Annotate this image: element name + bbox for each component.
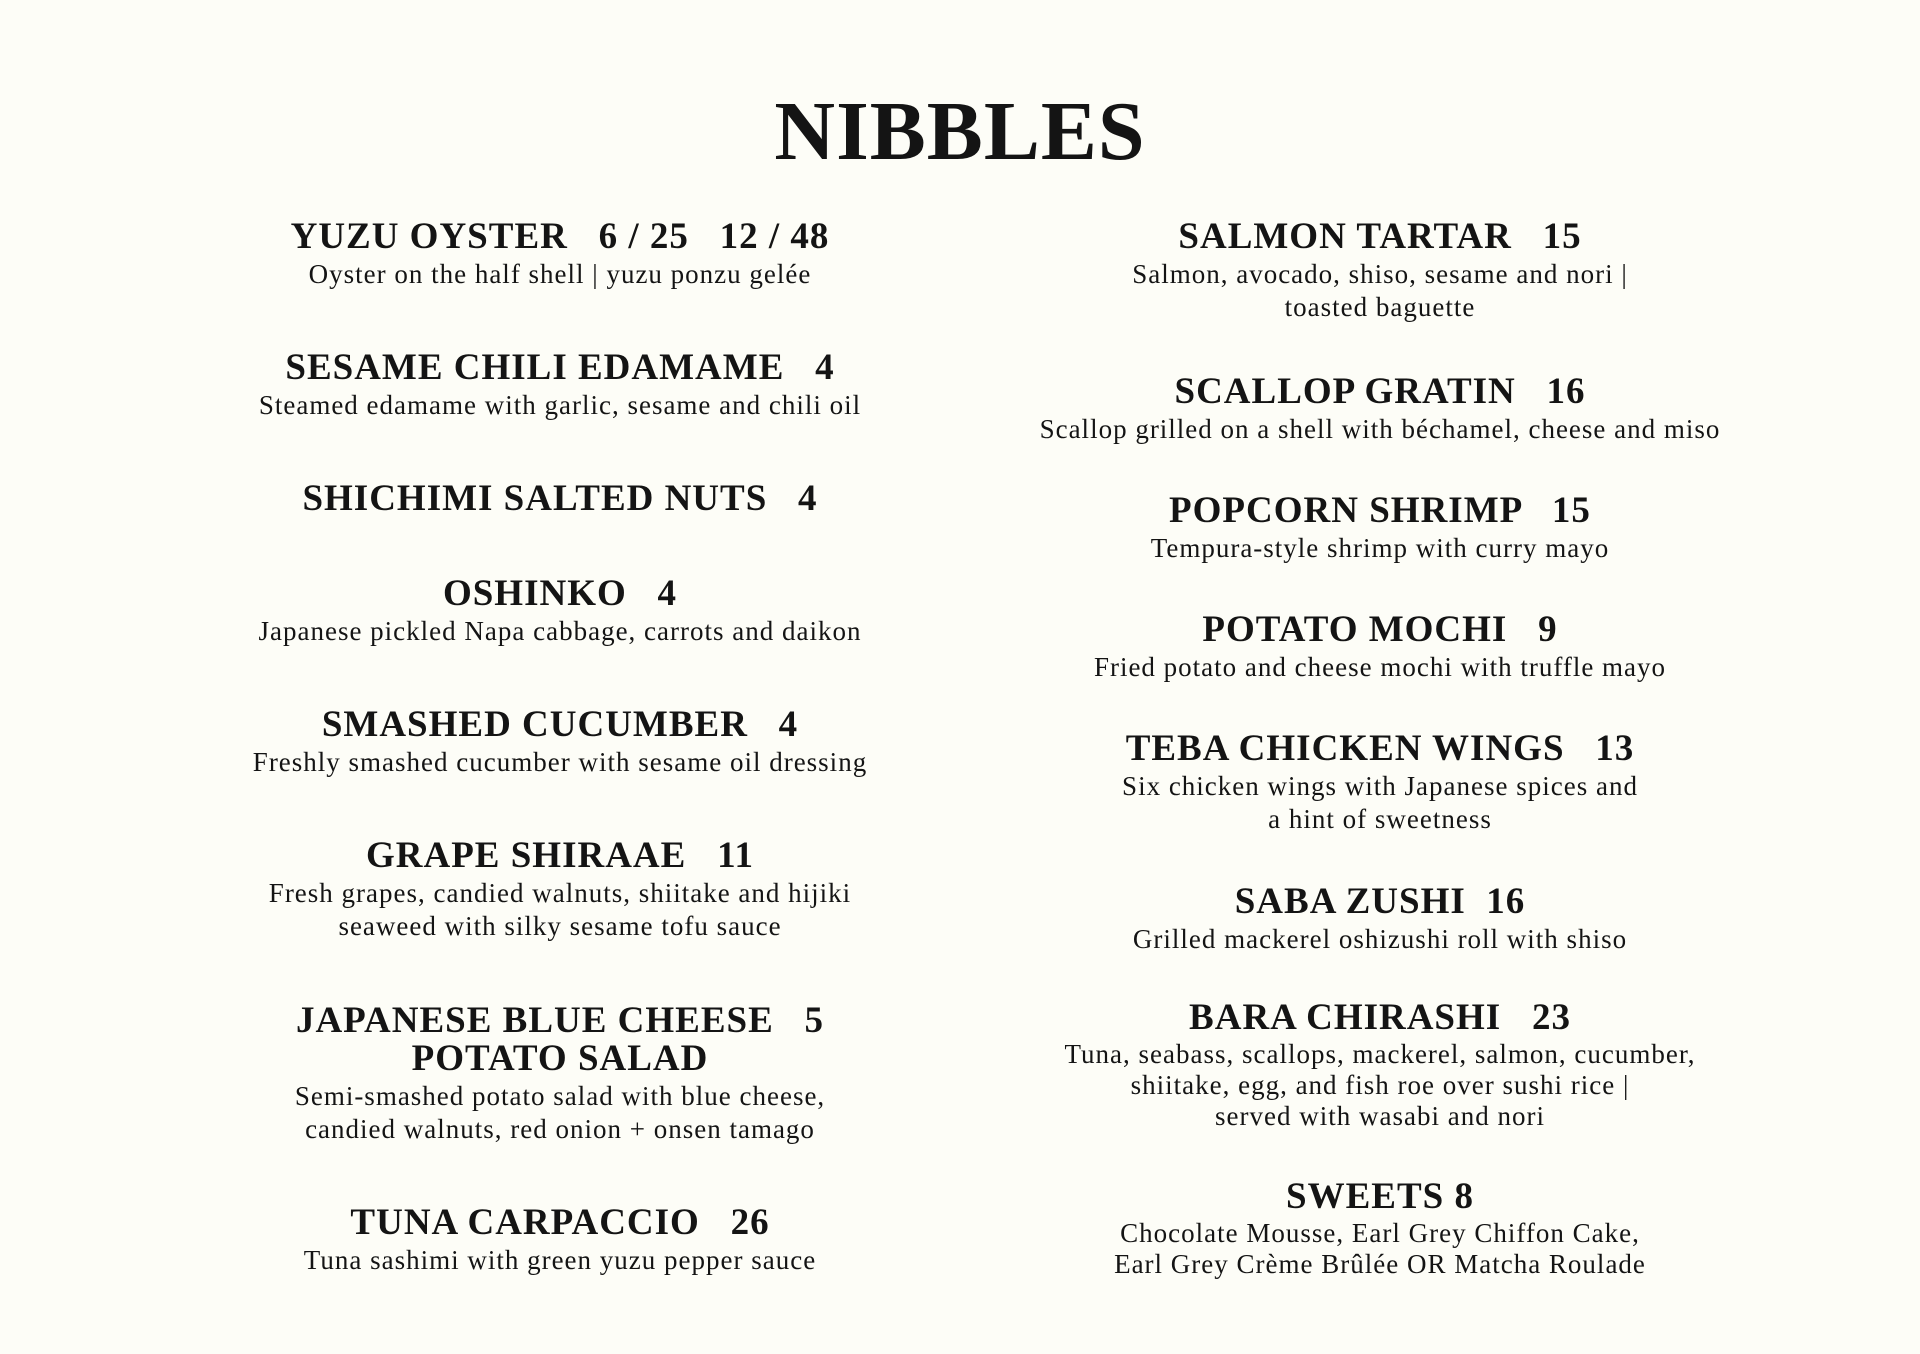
menu-item-name: SMASHED CUCUMBER 4 xyxy=(321,704,799,745)
menu-item-description: Japanese pickled Napa cabbage, carrots and daikon xyxy=(258,616,862,646)
menu-item-name: SESAME CHILI EDAMAME 4 xyxy=(285,347,835,388)
menu-item-tuna-carpaccio xyxy=(180,1204,940,1277)
menu-item-name: OSHINKO 4 xyxy=(442,573,678,614)
menu-item-description: Steamed edamame with garlic, sesame and chili oil xyxy=(258,390,862,420)
menu-item-sesame-chili-edamame xyxy=(180,349,940,422)
menu-item-name: TUNA CARPACCIO 26 xyxy=(350,1202,770,1243)
menu-item-description: Scallop grilled on a shell with béchamel, cheese and miso xyxy=(1039,414,1721,444)
menu-item-description: Chocolate Mousse, Earl Grey Chiffon Cake, Earl Grey Crème Brûlée OR Matcha Roulade xyxy=(1114,1218,1646,1279)
menu-item-name: SHICHIMI SALTED NUTS 4 xyxy=(302,478,818,519)
menu-item-description: Tempura-style shrimp with curry mayo xyxy=(1150,533,1610,563)
menu-item-description: Fried potato and cheese mochi with truffle mayo xyxy=(1093,652,1667,682)
menu-item-smashed-cucumber xyxy=(180,706,940,779)
menu-item-bara-chirashi xyxy=(1000,999,1760,1132)
menu-item-scallop-gratin xyxy=(1000,373,1760,446)
menu-item-name: YUZU OYSTER 6 / 25 12 / 48 xyxy=(290,216,830,257)
menu-item-description: Grilled mackerel oshizushi roll with shiso xyxy=(1132,924,1628,954)
menu-item-description: Salmon, avocado, shiso, sesame and nori | toasted baguette xyxy=(1132,259,1628,322)
menu-item-name: GRAPE SHIRAAE 11 xyxy=(365,835,755,876)
menu-item-name: POTATO MOCHI 9 xyxy=(1202,609,1558,650)
menu-item-grape-shiraae xyxy=(180,837,940,943)
menu-item-salmon-tartar xyxy=(1000,218,1760,324)
menu-item-description: Tuna, seabass, scallops, mackerel, salmon, cucumber, shiitake, egg, and fish roe over sushi rice | served with wasabi and nori xyxy=(1064,1039,1696,1131)
menu-item-saba-zushi xyxy=(1000,883,1760,956)
menu-item-potato-mochi xyxy=(1000,611,1760,684)
menu-item-oshinko xyxy=(180,575,940,648)
menu-item-name: BARA CHIRASHI 23 xyxy=(1189,997,1571,1038)
menu-item-popcorn-shrimp xyxy=(1000,492,1760,565)
menu-item-description: Freshly smashed cucumber with sesame oil dressing xyxy=(252,747,868,777)
menu-item-yuzu-oyster xyxy=(180,218,940,291)
menu-item-sweets xyxy=(1000,1178,1760,1280)
menu-item-description: Semi-smashed potato salad with blue cheese, candied walnuts, red onion + onsen tamago xyxy=(294,1081,826,1144)
page-title: NIBBLES xyxy=(774,85,1146,178)
menu-item-name: SWEETS 8 xyxy=(1286,1176,1474,1217)
menu-item-description: Six chicken wings with Japanese spices and a hint of sweetness xyxy=(1122,771,1638,834)
menu-item-name: TEBA CHICKEN WINGS 13 xyxy=(1125,728,1635,769)
menu-item-description: Oyster on the half shell | yuzu ponzu gelée xyxy=(308,259,812,289)
menu-item-name: SALMON TARTAR 15 xyxy=(1178,216,1582,257)
menu-item-name: JAPANESE BLUE CHEESE 5 POTATO SALAD xyxy=(295,1000,825,1079)
menu-item-description: Fresh grapes, candied walnuts, shiitake and hijiki seaweed with silky sesame tofu sauce xyxy=(268,878,852,941)
menu-item-teba-chicken-wings xyxy=(1000,730,1760,836)
menu-item-description: Tuna sashimi with green yuzu pepper sauce xyxy=(303,1245,817,1275)
menu-item-name: SABA ZUSHI 16 xyxy=(1234,881,1526,922)
menu-item-shichimi-salted-nuts xyxy=(180,480,940,518)
menu-item-name: SCALLOP GRATIN 16 xyxy=(1174,371,1586,412)
menu-item-japanese-blue-cheese-potato-salad xyxy=(180,1002,940,1146)
menu-item-name: POPCORN SHRIMP 15 xyxy=(1169,490,1591,531)
